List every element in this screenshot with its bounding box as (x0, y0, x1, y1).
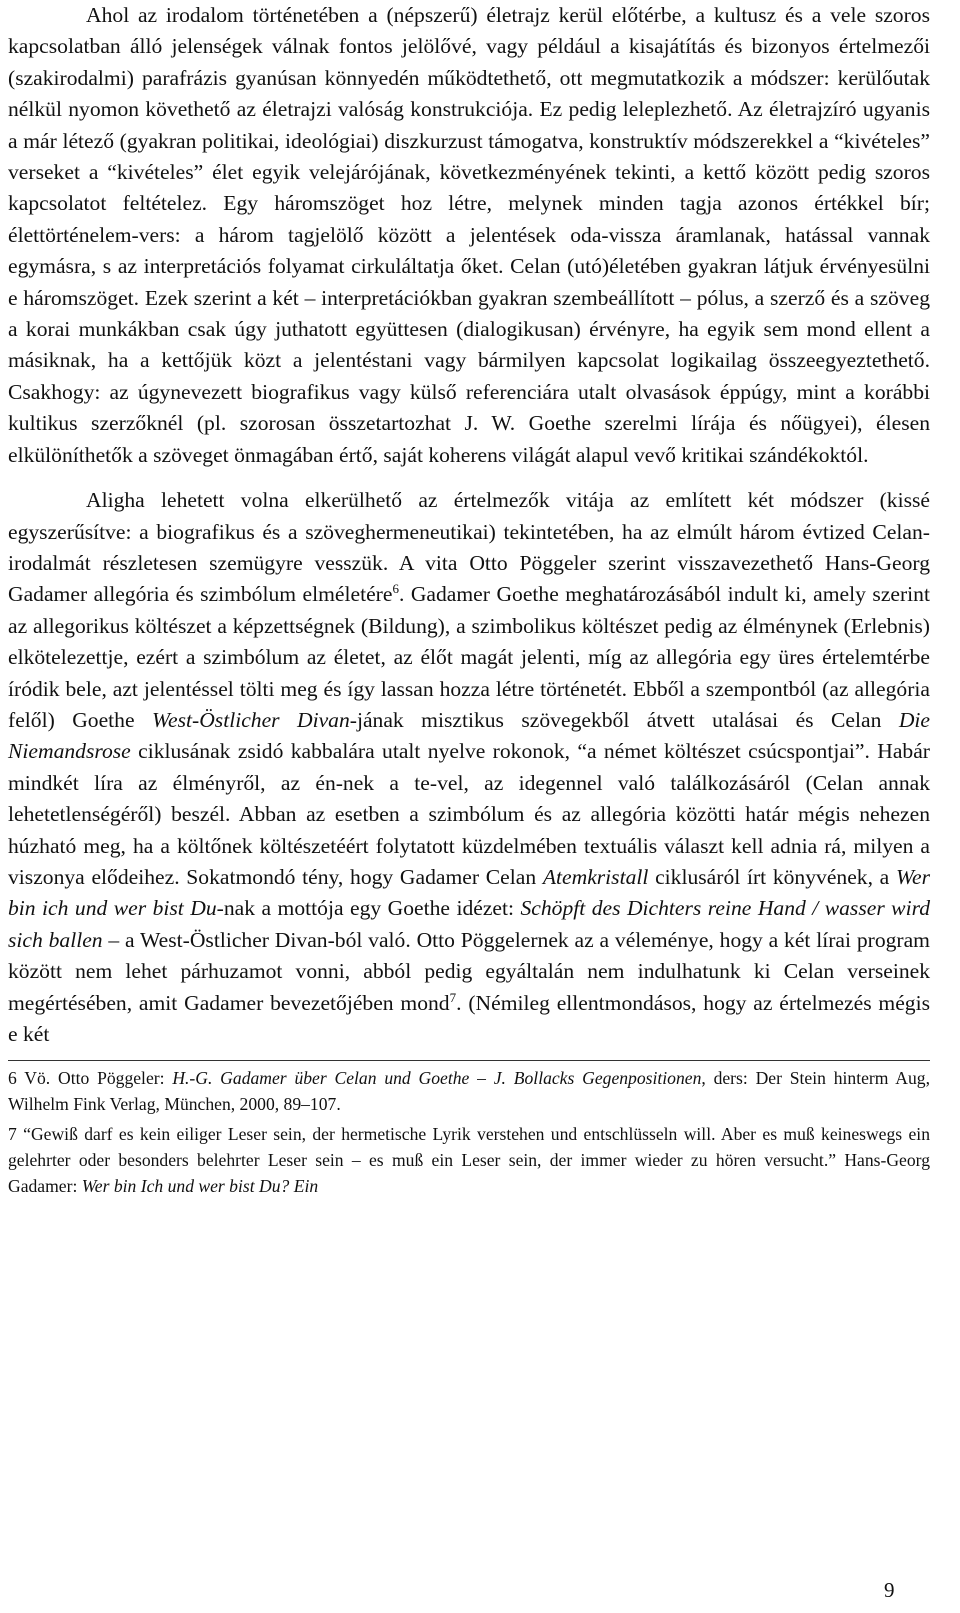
footnote (8, 1065, 930, 1117)
footnote-reference: 6 (392, 581, 399, 597)
footnote (8, 1121, 930, 1199)
page-number: 9 (884, 1578, 895, 1602)
text-run: . Gadamer Goethe meghatározásából indult ki, amely szerint az allegorikus költészet a képzettségnek (Bildung), a szimbolikus költészet pedig az élménynek (Erlebnis) elkötelezettje, ezért a szimbólum az életet, az élőt magát jelenti, míg az allegória egy üres értelemtérbe íródik bele, azt jelentéssel tölti meg és így lassan hozza létre történetét. Ebből a szempontból (az allegória felől) Goethe (8, 582, 930, 732)
text-run: 6 Vö. Otto Pöggeler: (8, 1068, 173, 1089)
text-run: . (Némileg ellentmondásos, hogy az értelmezés mégis e két (8, 990, 930, 1046)
text-run: ciklusának zsidó kabbalára utalt nyelve rokonok, “a német költészet csúcspontjai”. Habár mindkét líra az élményről, az én-nek a te-vel, az idegennel való találkozásáról (Celan annak lehetetlenségéről) beszél. Abban az esetben a szimbólum és az allegória közötti határ mégis nehezen húzható meg, ha a költőnek költészetéért folytatott küzdelmében textuális választ kell adnia rá, milyen a viszonya elődeihez. Sokatmondó tény, hogy Gadamer Celan (8, 739, 930, 889)
italic-title: Die Niemandsrose (8, 707, 931, 764)
text-run: Ahol az irodalom történetében a (népszerű) életrajz kerül előtérbe, a kultusz és a vele szoros kapcsolatban álló jelenségek válnak fontos jelölővé, vagy például a kisajátítás és bizonyos értelmezői (szakirodalmi) parafrázis gyanúsan könnyedén működtethető, ott megmutatkozik a módszer: kerülőutak nélkül nyomon követhető az életrajzi valóság konstrukciója. Ez pedig leleplezhető. Az életrajzíró ugyanis a már létező (gyakran politikai, ideológiai) diszkurzust támogatva, konstruktív módszerekkel a “kivételes” verseket a “kivételes” élet egyik velejárójának, következményének tekinti, a kettő között pedig szoros kapcsolatot feltételez. Egy háromszöget hoz létre, melynek minden tagja azonos értékkel bír; élettörténelem-vers: a három tagjelölő között a jelentések oda-vissza áramlanak, hatással vannak egymásra, s az interpretációs folyamat cirkuláltatja őket. Celan (utó)életében gyakran látjuk érvényesülni e háromszöget. Ezek szerint a két – interpretációkban gyakran szembeállított – pólus, a szerző és a szöveg a korai munkákban csak úgy juthatott együttesen (dialogikusan) érvényre, ha egyik sem mond ellent a másiknak, ha a kettőjük közt a jelentéstani vagy bármilyen kapcsolat logikailag összeegyeztethető. Csakhogy: az úgynevezett biografikus vagy külső referenciára utalt olvasások éppúgy, mint a korábbi kultikus szerzőknél (pl. szorosan összetartozhat J. W. Goethe szerelmi lírája és nőügyei), élesen elkülöníthetők a szöveget önmagában értő, saját koherens világát alapul vevő kritikai szándékoktól. (8, 3, 930, 467)
body-paragraph (8, 0, 930, 471)
text-run: ciklusáról írt könyvének, a (648, 864, 896, 889)
italic-title: Atemkristall (542, 864, 649, 889)
italic-title: Wer bin ich und wer bist Du (8, 864, 930, 921)
text-run: -nak a mottója egy Goethe idézet: (216, 896, 521, 921)
text-run: 7 “Gewiß darf es kein eiliger Leser sein, der hermetische Lyrik verstehen und entschlüsseln will. Aber es muß keineswegs ein gelehrter oder besonders belehrter Leser sein – es muß ein Leser sein, der immer wieder zu hören versucht.” Hans-Georg Gadamer: (8, 1124, 930, 1197)
body-text (8, 0, 930, 1050)
body-paragraph (8, 485, 930, 1050)
text-run: Aligha lehetett volna elkerülhető az értelmezők vitája az említett két módszer (kissé egyszerűsítve: a biografikus és a szöveghermeneutikai) tekintetében, ha az elmúlt három évtized Celan-irodalmát részletesen szemügyre vesszük. A vita Otto Pöggeler szerint visszavezethető Hans-Georg Gadamer allegória és szimbólum elméletére (8, 488, 930, 607)
text-run: -jának misztikus szövegekből átvett utalásai és Celan (349, 707, 899, 732)
footnote-reference: 7 (449, 989, 457, 1005)
footnote-separator (8, 1060, 930, 1061)
italic-title: West-Östlicher Divan (152, 707, 350, 732)
italic-title: Wer bin Ich und wer bist Du? Ein (81, 1176, 319, 1197)
italic-title: H.-G. Gadamer über Celan und Goethe – J. Bollacks Gegenpositionen (172, 1068, 702, 1089)
document-page (8, 0, 930, 1199)
text-run: , ders: Der Stein hinterm Aug, Wilhelm Fink Verlag, München, 2000, 89–107. (8, 1068, 930, 1115)
italic-title: Schöpft des Dichters reine Hand / wasser wird sich ballen (8, 896, 930, 952)
footnotes (8, 1065, 930, 1199)
text-run: – a West-Östlicher Divan-ból való. Otto Pöggelernek az a véleménye, hogy a két lírai program között nem lehet párhuzamot vonni, abból pedig egyáltalán nem indulhatunk ki Celan verseinek megértésében, amit Gadamer bevezetőjében mond (8, 927, 930, 1015)
